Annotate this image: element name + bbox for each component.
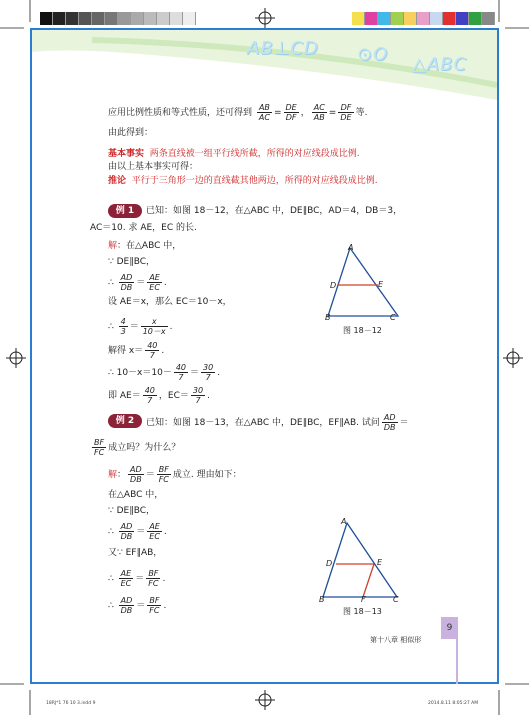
ex1-solution-3: 设 AE＝x，那么 EC＝10－x，: [108, 297, 232, 307]
page-number-tab: 9: [441, 617, 458, 639]
fig12-label-a: A: [348, 243, 354, 252]
fig12-label-d: D: [330, 281, 337, 290]
intro-line-1: 应用比例性质和等式性质，还可得到 $\frac{AB}{AC}$ = $\frac{DE}{DF}$ ， $\frac{AC}{AB}$ = $\frac{DF}{DE}$ 等.: [108, 103, 368, 122]
fig12-label-e: E: [378, 280, 384, 289]
example-1-badge: 例 1: [108, 204, 142, 218]
fig13-label-d: D: [326, 559, 333, 568]
ex1-solution-7: 即 AE＝ $\frac{40}{7}$ ，EC＝ $\frac{30}{7}$ .: [108, 386, 210, 405]
band-text-triangle: △ABC: [412, 54, 468, 75]
example-2-badge: 例 2: [108, 414, 142, 428]
ex1-solution-6: ∴ 10－x＝10－ $\frac{40}{7}$ ＝ $\frac{30}{7}$ .: [108, 363, 221, 382]
figure-18-13-caption: 图 18－13: [343, 607, 382, 616]
figure-18-12-caption: 图 18－12: [343, 326, 382, 335]
tab-line: [456, 639, 460, 684]
ex2-solution-6: ∴ $\frac{AD}{DB}$ ＝ $\frac{BF}{FC}$ .: [108, 596, 167, 615]
triangle-abc: [328, 248, 398, 316]
ex1-solution-4: ∴ $\frac{4}{3}$ ＝ $\frac{x}{10-x}$ .: [108, 317, 173, 336]
page-border: [30, 28, 499, 684]
ex2-solution-0: 解： $\frac{AD}{DB}$ ＝ $\frac{BF}{FC}$ 成立. 理由如下：: [108, 465, 242, 484]
intro-line-2: 由此得到：: [108, 128, 154, 138]
fig13-label-e: E: [377, 558, 383, 567]
file-info: 18RJ*1 76 10 3.indd 9: [46, 701, 96, 706]
ex2-solution-3: ∴ $\frac{AD}{DB}$ ＝ $\frac{AE}{EC}$ .: [108, 522, 167, 541]
fig13-label-b: B: [319, 595, 325, 604]
ex1-solution-0: 解：在△ABC 中，: [108, 241, 182, 251]
ex2-question-2: $\frac{BF}{FC}$ 成立吗？为什么？: [94, 438, 181, 457]
segment-ef: [363, 564, 374, 597]
fact-line-2: 由以上基本事实可得：: [108, 162, 199, 172]
ex1-solution-5: 解得 x＝ $\frac{40}{7}$ .: [108, 341, 165, 360]
chapter-title: 第十八章 相似形: [370, 636, 422, 644]
ex2-solution-5: ∴ $\frac{AE}{EC}$ ＝ $\frac{BF}{FC}$ .: [108, 569, 166, 588]
fig13-label-f: F: [361, 595, 366, 604]
ex1-question-1: 已知：如图 18－12，在△ABC 中，DE∥BC，AD＝4，DB＝3，: [146, 206, 403, 216]
band-text-perpendicular: AB⊥CD: [247, 38, 319, 59]
ex2-question-1: 已知：如图 18－13，在△ABC 中，DE∥BC，EF∥AB. 试问 $\frac{AD}{DB}$ ＝: [146, 413, 409, 432]
timestamp: 2014.8.11 8:05:27 AM: [428, 701, 479, 706]
ex1-solution-2: ∴ $\frac{AD}{DB}$ ＝ $\frac{AE}{EC}$ .: [108, 273, 167, 292]
corollary: 推论 平行于三角形一边的直线截其他两边，所得的对应线段成比例.: [108, 176, 378, 186]
fig13-label-c: C: [393, 595, 399, 604]
fig12-label-b: B: [325, 313, 331, 322]
triangle-abc-2: [323, 523, 397, 597]
ex2-solution-4: 又∵ EF∥AB，: [108, 548, 163, 558]
band-text-circle: ⊙O: [357, 44, 389, 65]
fig13-label-a: A: [341, 517, 347, 526]
header-band: [32, 30, 497, 100]
fig12-label-c: C: [390, 313, 396, 322]
ex1-solution-1: ∵ DE∥BC，: [108, 257, 156, 267]
ex2-solution-2: ∵ DE∥BC，: [108, 506, 156, 516]
ex1-question-2: AC＝10. 求 AE，EC 的长.: [90, 223, 197, 233]
basic-fact: 基本事实 两条直线被一组平行线所截，所得的对应线段成比例.: [108, 149, 360, 159]
ex2-solution-1: 在△ABC 中，: [108, 490, 164, 500]
